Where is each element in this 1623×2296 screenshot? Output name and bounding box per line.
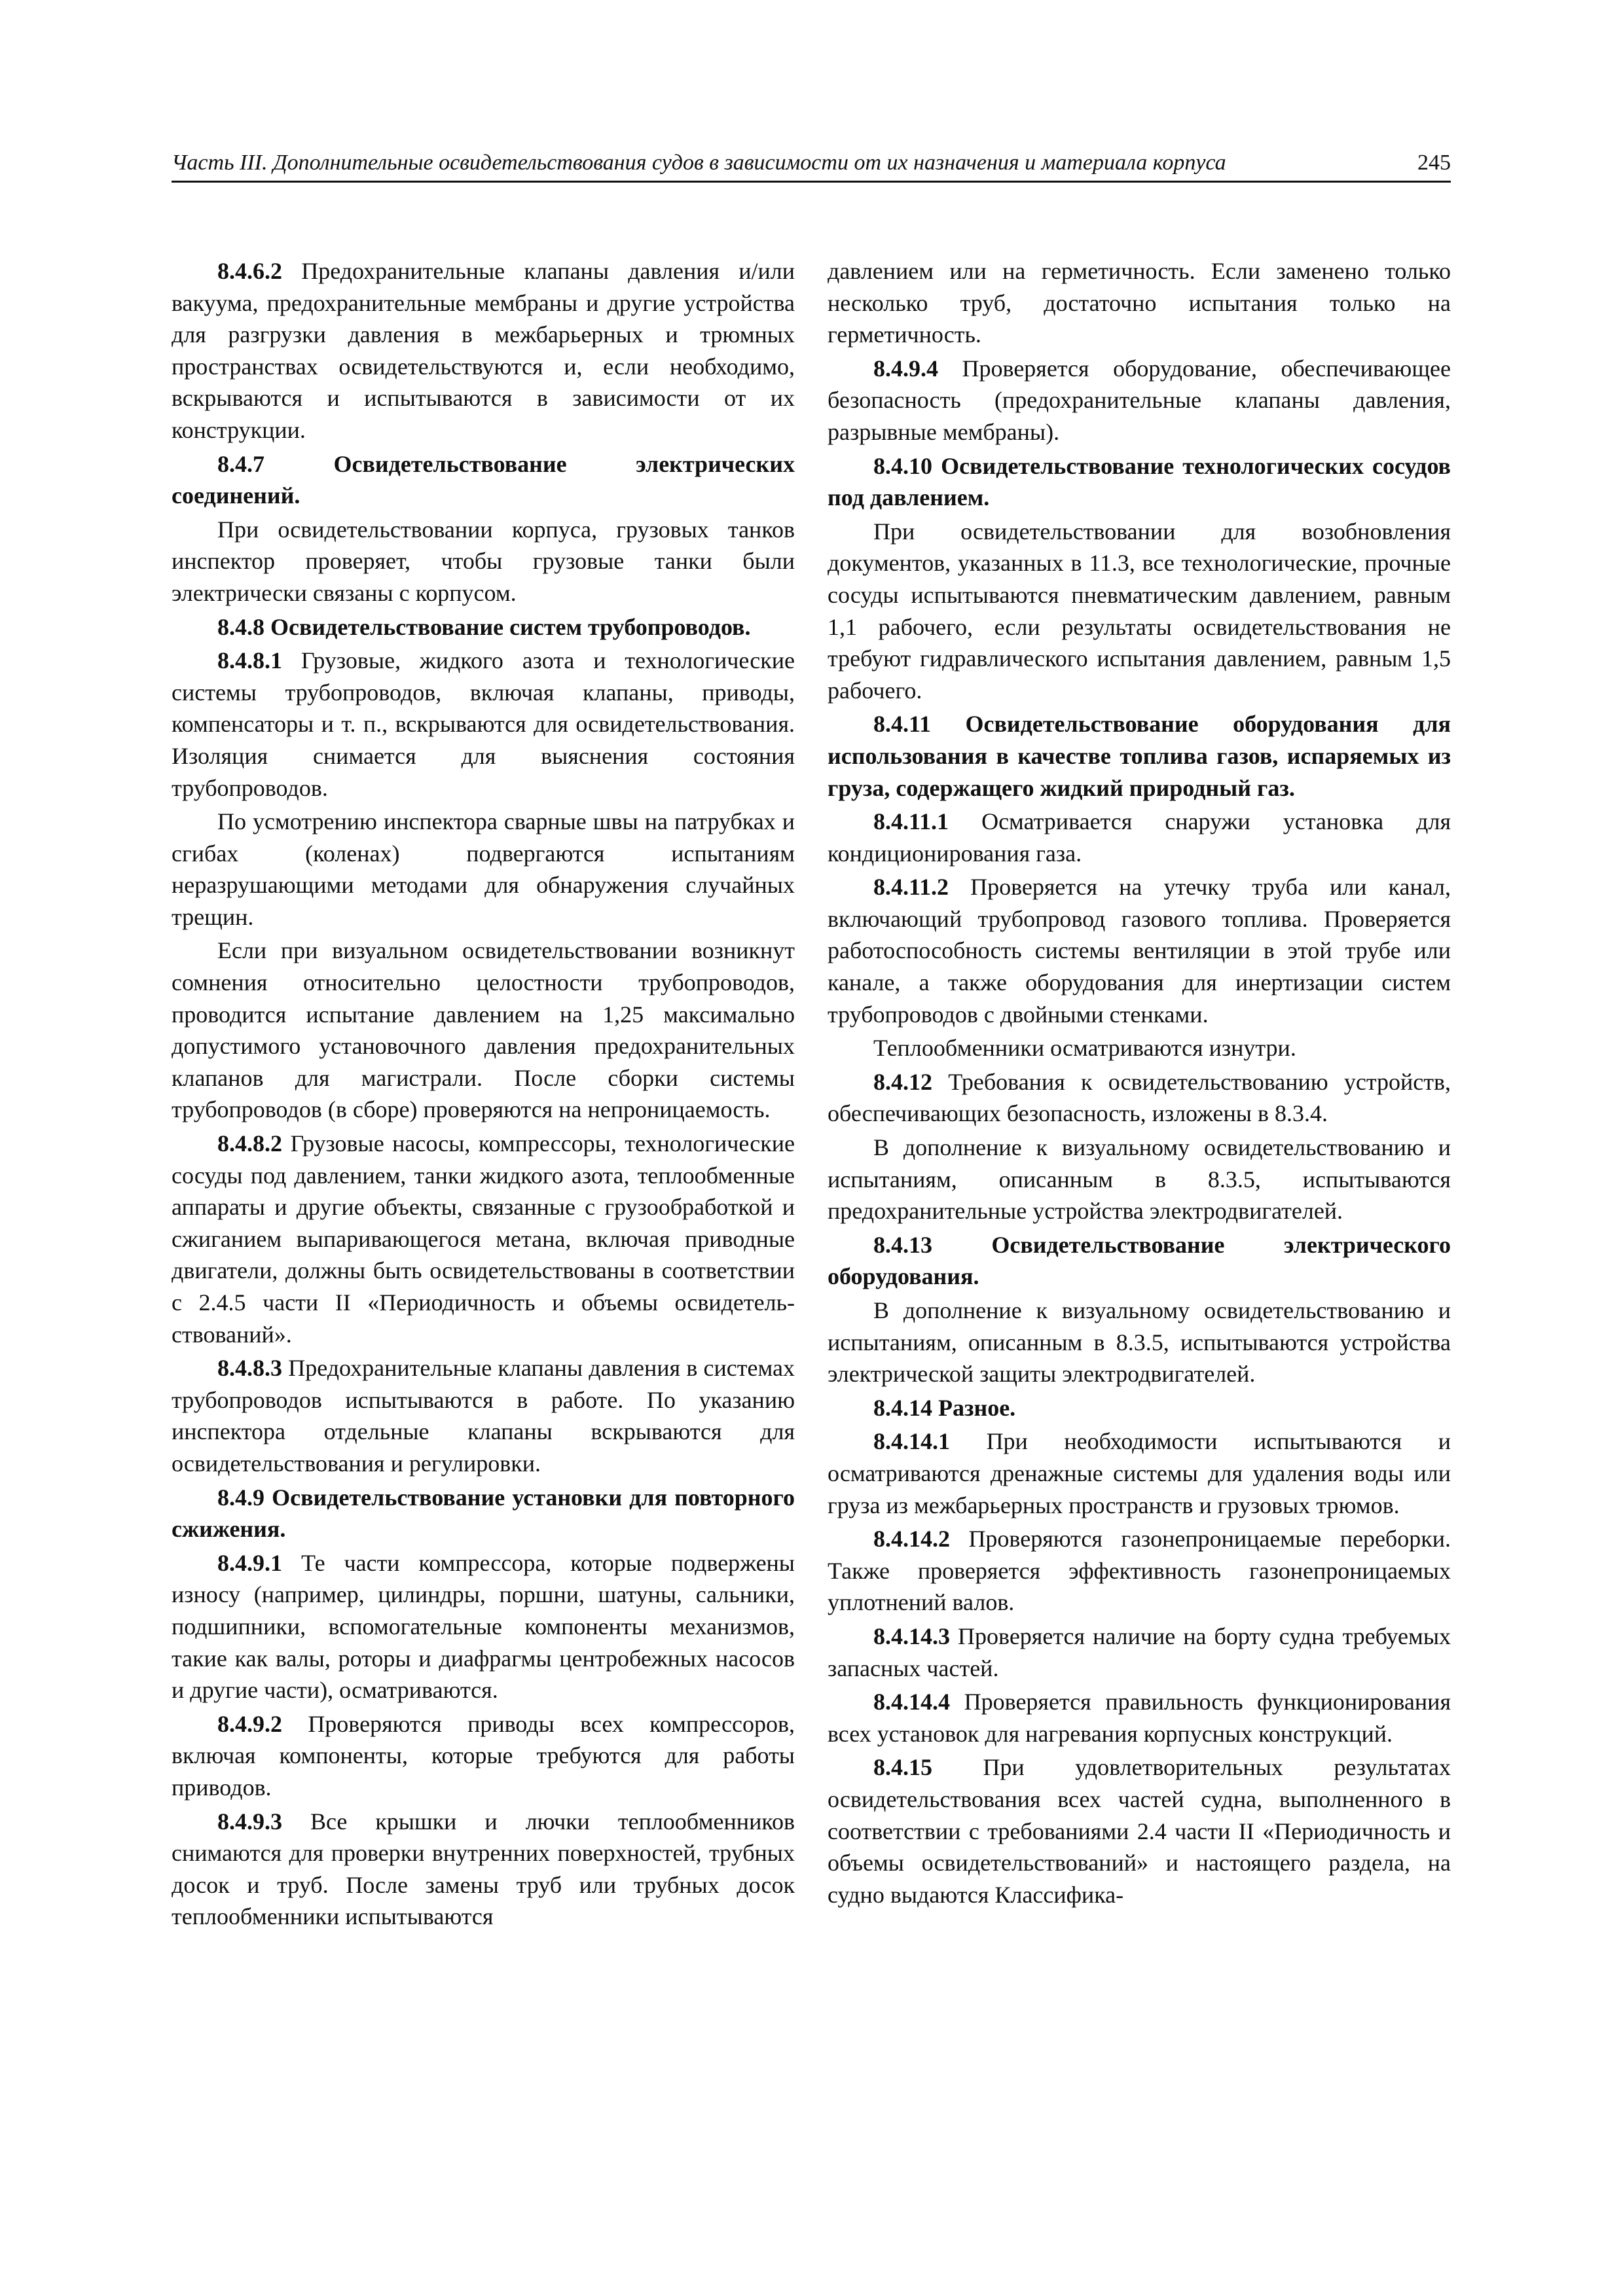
- paragraph-text: Проверяются газонепроницаемые переборки. Также проверяется эффективность газонепроницаемых уплотнений валов.: [828, 1526, 1451, 1616]
- paragraph: [828, 1523, 1451, 1619]
- paragraph: По усмотрению инспектора сварные швы на патрубках и сгибах (коленах) подвергаются испытаниям неразрушающими методами для обнаружения случайных трещин.: [172, 808, 795, 930]
- clause-number: 8.4.11.2: [873, 874, 949, 901]
- running-header: [172, 143, 1451, 183]
- section-heading: 8.4.9 Освидетельствование установки для повторного сжижения.: [172, 1484, 795, 1543]
- paragraph: [828, 1426, 1451, 1521]
- paragraph: [828, 1751, 1451, 1910]
- paragraph: Если при визуальном освидетельствовании возникнут сомнения относительно целостности трубопроводов, проводится испытание давлением на 1,25 максимально допустимого установочного давления предохранительных клапанов для магистрали. После сборки системы трубопроводов (в сборе) проверяются на непроницаемость.: [172, 937, 795, 1123]
- paragraph: [172, 255, 795, 446]
- clause-number: 8.4.6.2: [217, 258, 282, 284]
- clause-number: 8.4.9.2: [217, 1710, 282, 1737]
- paragraph: [172, 1806, 795, 1933]
- clause-number: 8.4.14.3: [873, 1623, 950, 1649]
- section-heading: 8.4.7 Освидетельствование электрических соединений.: [172, 450, 795, 509]
- section-heading: 8.4.8 Освидетельствование систем трубопроводов.: [217, 613, 751, 640]
- clause-number: 8.4.12: [873, 1068, 932, 1095]
- clause-number: 8.4.15: [873, 1754, 932, 1781]
- right-column: [828, 255, 1451, 1912]
- paragraph-text: Грузовые насосы, компрессоры, технологические сосуды под давлением, танки жидкого азота, теплообменные аппараты и другие объекты, связанные с грузообработкой и сжиганием выпаривающегося метана, включая приводные двигатели, должны быть освидетельствованы в соответствии с 2.4.5 части II «Периодичность и объемы освидетельствований».: [172, 1130, 795, 1348]
- clause-number: 8.4.8.3: [217, 1355, 282, 1382]
- paragraph-text: Предохранительные клапаны давления в системах трубопроводов испытываются в работе. По указанию инспектора отдельные клапаны вскрываются для освидетельствования и регулировки.: [172, 1355, 795, 1477]
- clause-number: 8.4.9.3: [217, 1808, 282, 1835]
- section-heading: 8.4.10 Освидетельствование технологических сосудов под давлением.: [828, 452, 1451, 511]
- paragraph-text: Предохранительные клапаны давления и/или вакуума, предохранительные мембраны и другие устройства для разгрузки давления в межбарьерных и трюмных пространствах освидетельствуются и, если необходимо, вскрываются и испытываются в зависимости от их конструкции.: [172, 258, 795, 443]
- paragraph: Теплообменники осматриваются изнутри.: [873, 1035, 1296, 1062]
- clause-number: 8.4.14.4: [873, 1689, 950, 1715]
- paragraph: При освидетельствовании для возобновления документов, указанных в 11.3, все технологические, прочные сосуды испытываются пневматическим давлением, равным 1,1 рабочего, если результаты освидетельствования не требуют гидравлического испытания давлением, равным 1,5 рабочего.: [828, 518, 1451, 704]
- paragraph: [828, 1686, 1451, 1749]
- paragraph-text: Те части компрессора, которые подвержены износу (например, цилиндры, поршни, шатуны, сальники, подшипники, вспомогательные компоненты механизмов, такие как валы, роторы и диафрагмы центробежных насосов и другие части), осматриваются.: [172, 1549, 795, 1704]
- paragraph-text: Все крышки и лючки теплообменников снимаются для проверки внутренних поверхностей, трубных досок и труб. После замены труб или трубных досок теплообменники испытываются: [172, 1808, 795, 1930]
- paragraph: [828, 871, 1451, 1030]
- paragraph: [828, 806, 1451, 869]
- paragraph: [828, 1066, 1451, 1130]
- clause-number: 8.4.8.1: [217, 647, 282, 674]
- paragraph-text: Грузовые, жидкого азота и технологические системы трубопроводов, включая клапаны, приводы, компенсаторы и т. п., вскрываются для освидетельствования. Изоляция снимается для выяснения состояния трубопроводов.: [172, 647, 795, 801]
- paragraph: [172, 1708, 795, 1804]
- paragraph-text: Требования к освидетельствованию устройств, обеспечивающих безопасность, изложены в 8.3.4.: [828, 1068, 1451, 1127]
- clause-number: 8.4.14.1: [873, 1428, 950, 1455]
- clause-number: 8.4.14.2: [873, 1526, 950, 1552]
- paragraph-text: При удовлетворительных результатах освидетельствования всех частей судна, выполненного в соответствии с требованиями 2.4 части II «Периодичность и объемы освидетельствований» и настоящего раздела, на судно выдаются Классифика-: [828, 1754, 1451, 1908]
- paragraph: В дополнение к визуальному освидетельствованию и испытаниям, описанным в 8.3.5, испытываются устройства электрической защиты электродвигателей.: [828, 1297, 1451, 1388]
- section-heading: 8.4.14 Разное.: [873, 1394, 1016, 1421]
- paragraph: [828, 1621, 1451, 1684]
- paragraph-text: Проверяется на утечку труба или канал, включающий трубопровод газового топлива. Проверяется работоспособность системы вентиляции в этой трубе или канале, а также оборудования для инертизации систем трубопроводов с двойными стенками.: [828, 874, 1451, 1028]
- clause-number: 8.4.9.1: [217, 1549, 282, 1576]
- clause-number: 8.4.8.2: [217, 1130, 282, 1157]
- header-title: Часть III. Дополнительные освидетельствования судов в зависимости от их назначения и материала корпуса: [172, 151, 1226, 175]
- paragraph: [172, 1352, 795, 1479]
- paragraph: В дополнение к визуальному освидетельствованию и испытаниям, описанным в 8.3.5, испытываются предохранительные устройства электродвигателей.: [828, 1134, 1451, 1225]
- section-heading: 8.4.11 Освидетельствование оборудования для использования в качестве топлива газов, испаряемых из груза, содержащего жидкий природный газ.: [828, 711, 1451, 801]
- paragraph: [172, 1547, 795, 1706]
- paragraph-text: Проверяется правильность функционирования всех установок для нагревания корпусных конструкций.: [828, 1689, 1451, 1747]
- paragraph-text: Осматривается снаружи установка для кондиционирования газа.: [828, 808, 1451, 867]
- paragraph: [172, 1128, 795, 1350]
- paragraph-text: Проверяется наличие на борту судна требуемых запасных частей.: [828, 1623, 1451, 1681]
- paragraph: [172, 645, 795, 804]
- paragraph-text: Проверяется оборудование, обеспечивающее безопасность (предохранительные клапаны давления, разрывные мембраны).: [828, 355, 1451, 445]
- clause-number: 8.4.9.4: [873, 355, 938, 382]
- paragraph: При освидетельствовании корпуса, грузовых танков инспектор проверяет, чтобы грузовые танки были электрически связаны с корпусом.: [172, 516, 795, 606]
- section-heading: 8.4.13 Освидетельствование электрического оборудования.: [828, 1231, 1451, 1290]
- paragraph-text: Проверяются приводы всех компрессоров, включая компоненты, которые требуются для работы приводов.: [172, 1710, 795, 1801]
- clause-number: 8.4.11.1: [873, 808, 949, 835]
- left-column: [172, 255, 795, 1935]
- page-number: 245: [1417, 151, 1451, 175]
- paragraph: [828, 353, 1451, 448]
- paragraph-text: При необходимости испытываются и осматриваются дренажные системы для удаления воды или груза из межбарьерных пространств и грузовых трюмов.: [828, 1428, 1451, 1518]
- paragraph-continuation: давлением или на герметичность. Если заменено только несколько труб, достаточно испытания только на герметичность.: [828, 258, 1451, 348]
